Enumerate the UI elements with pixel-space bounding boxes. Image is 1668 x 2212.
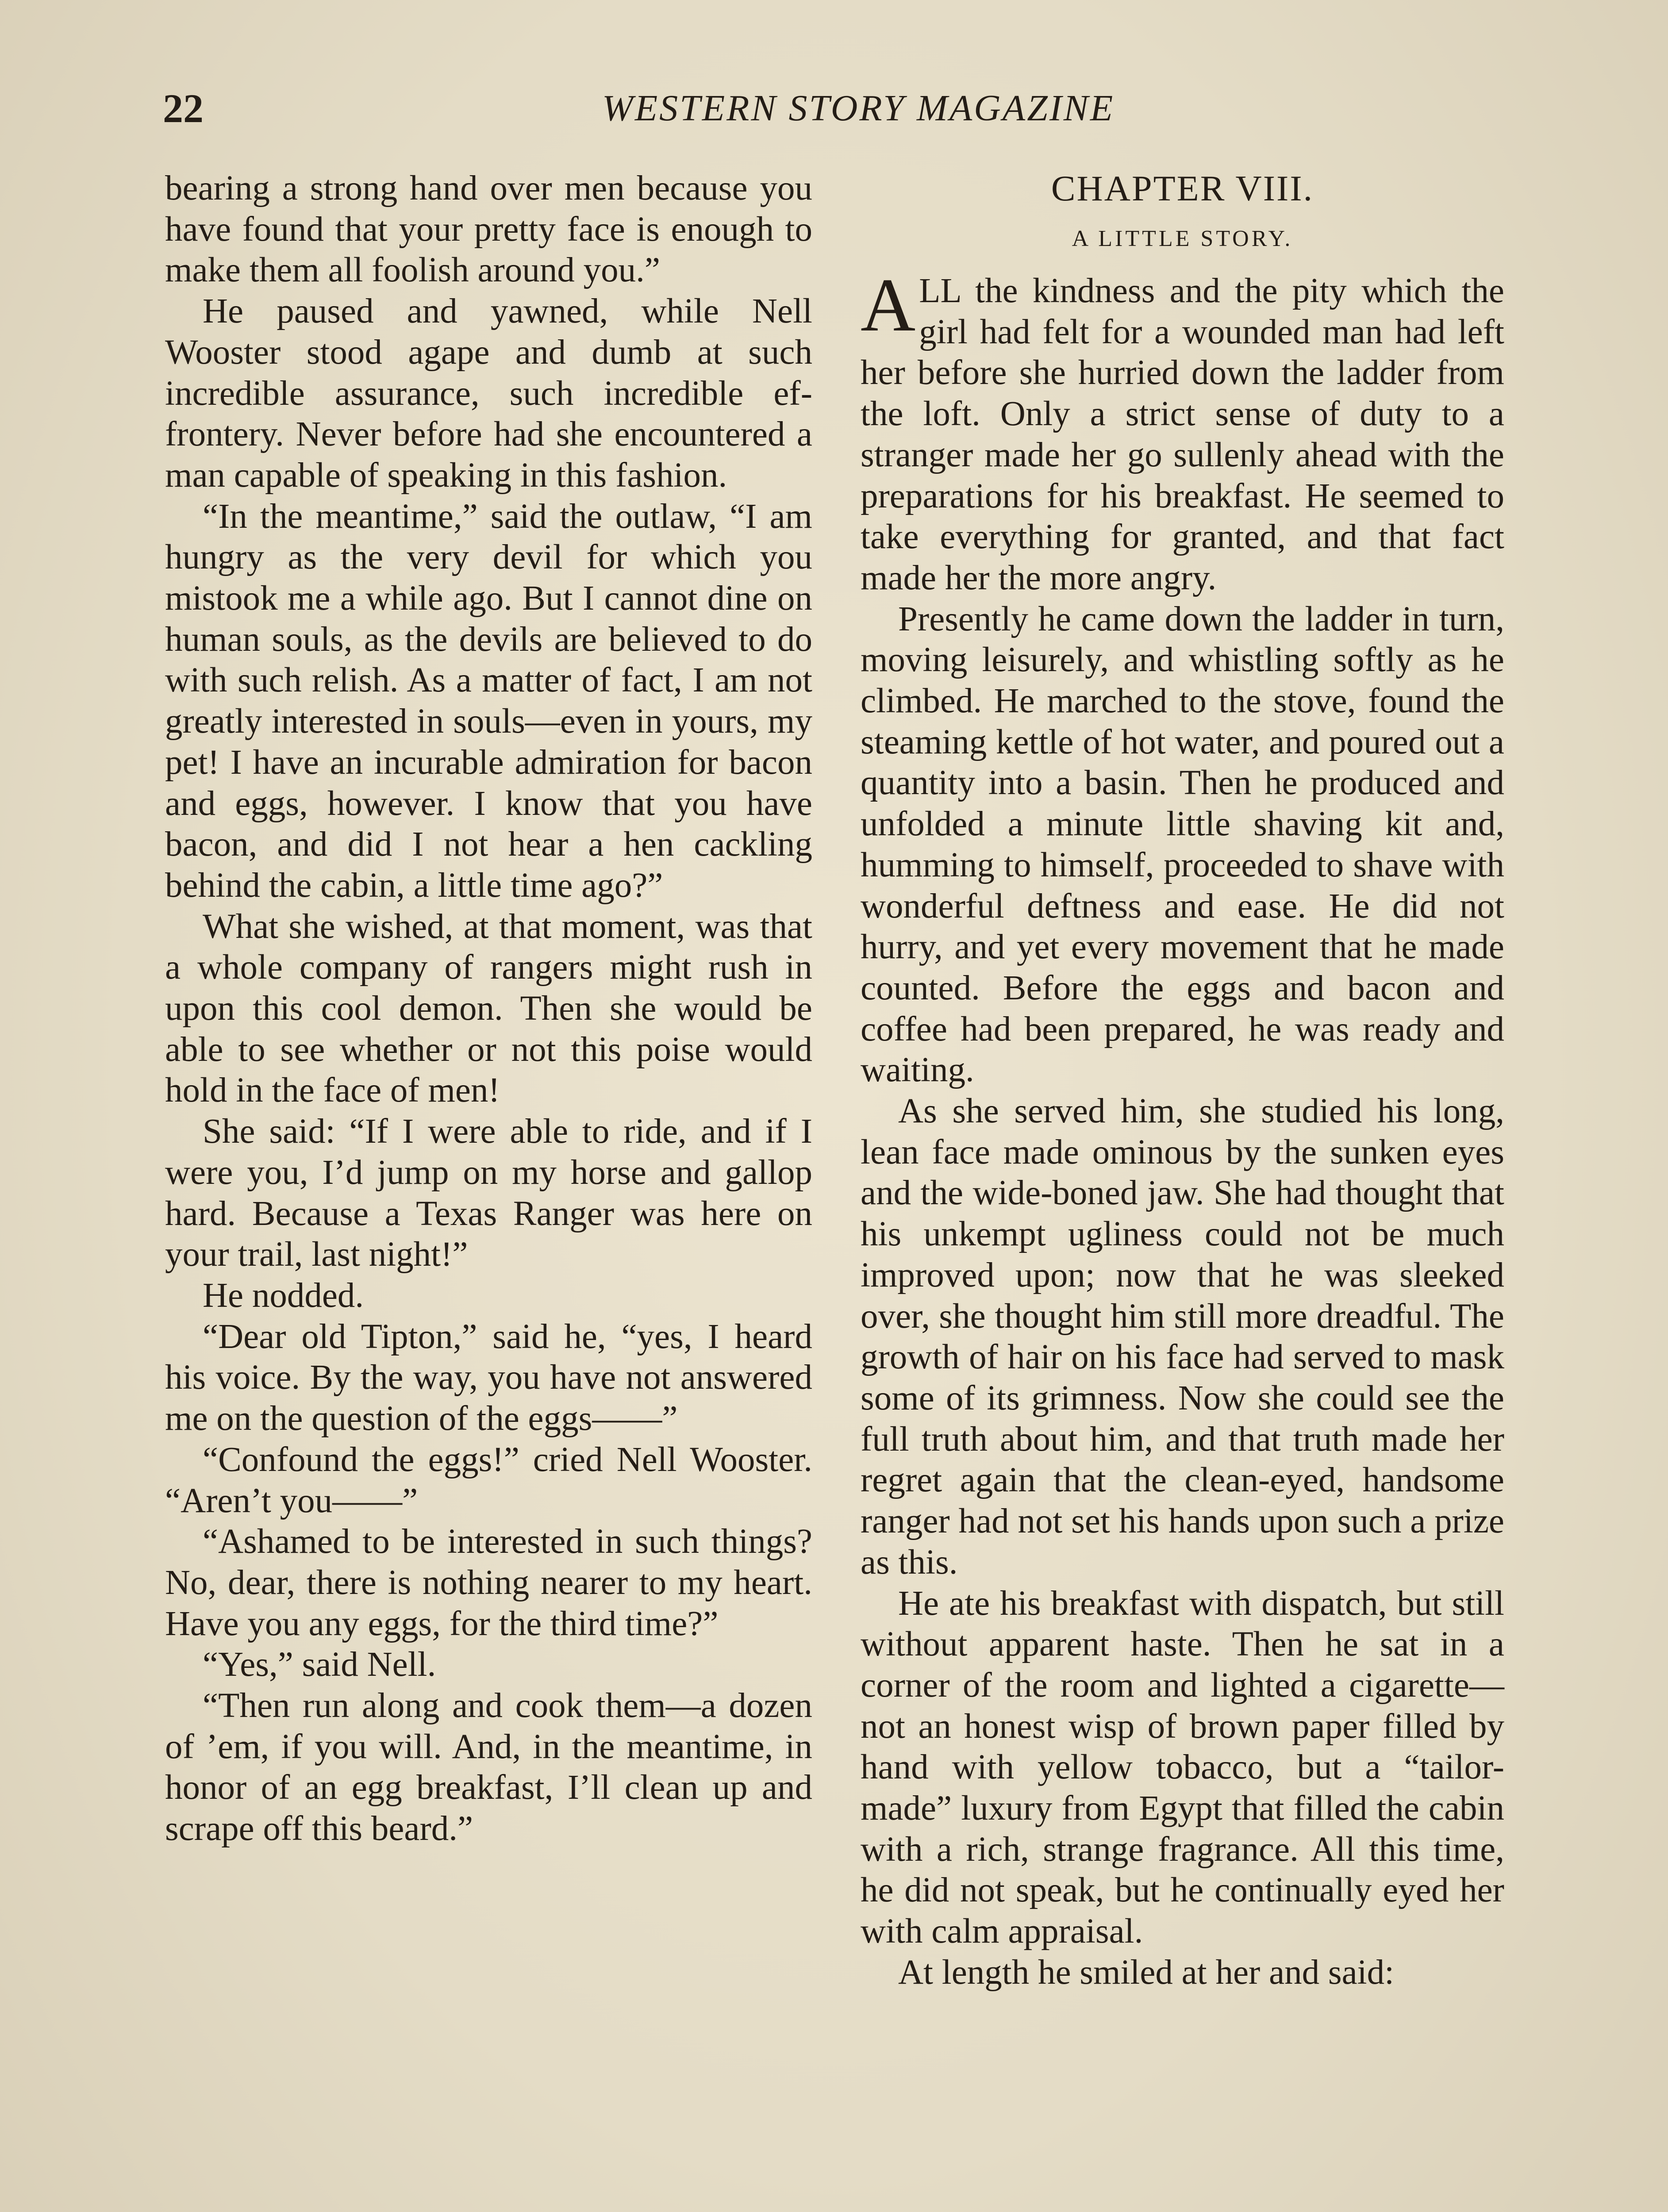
paragraph: Presently he came down the ladder in turn, moving leisurely, and whistling softly as he climbed. He marched to the stove, found the steaming kettle of hot water, and poured out a quantity into a basin. Then he produced and unfolded a minute little shaving kit and, humming to himself, proceeded to shave with wonderful deftness and ease. He did not hurry, and yet every movement that he made counted. Before the eggs and bacon and coffee had been prepared, he was ready and waiting.: [861, 599, 1504, 1090]
paragraph: As she served him, she studied his long, lean face made ominous by the sunken eyes and the wide-boned jaw. She had thought that his unkempt ugliness could not be much improved upon; now that he was sleeked over, she thought him still more dreadful. The growth of hair on his face had served to mask some of its grimness. Now she could see the full truth about him, and that truth made her regret again that the clean-eyed, handsome ranger had not set his hands upon such a prize as this.: [861, 1092, 1504, 1582]
paragraph: At length he smiled at her and said:: [898, 1953, 1395, 1992]
chapter-subtitle: A LITTLE STORY.: [1072, 226, 1293, 251]
left-column: [165, 168, 812, 1850]
opening-paragraph-text: LL the kindness and the pity which the girl had felt for a wounded man had left her before she hurried down the ladder from the loft. Only a strict sense of duty to a stranger made her go sullenly ahead with the preparations for his breakfast. He seemed to take everything for granted, and that fact made her the more angry.: [861, 272, 1504, 597]
page-number: 22: [163, 86, 204, 131]
paragraph: “Confound the eggs!” cried Nell Wooster. “Aren’t you——”: [165, 1440, 812, 1520]
page-header: [0, 84, 1668, 133]
paragraph: “Dear old Tipton,” said he, “yes, I heard his voice. By the way, you have not answered me on the question of the eggs——”: [165, 1317, 812, 1438]
paragraph: bearing a strong hand over men because you have found that your pretty face is enough to make them all foolish around you.”: [165, 169, 812, 290]
running-title: WESTERN STORY MAGAZINE: [602, 88, 1115, 129]
paragraph: She said: “If I were able to ride, and if I were you, I’d jump on my horse and gallop hard. Because a Texas Ranger was here on your trail, last night!”: [165, 1112, 812, 1274]
paragraph: “Then run along and cook them—a dozen of ’em, if you will. And, in the meantime, in honor of an egg breakfast, I’ll clean up and scrape off this beard.”: [165, 1686, 812, 1848]
chapter-opening-paragraph: [861, 263, 1504, 599]
drop-cap: A: [861, 263, 916, 347]
paragraph: He nodded.: [203, 1276, 364, 1315]
paragraph: He paused and yawned, while Nell Wooster stood agape and dumb at such incredible assurance, such incredible effrontery. Never before had she encountered a man capable of speaking in this fashion.: [165, 292, 812, 495]
paragraph: He ate his breakfast with dispatch, but still without apparent haste. Then he sat in a corner of the room and lighted a cigarette—not an honest wisp of brown paper filled by hand with yellow tobacco, but a “tailor-made” luxury from Egypt that filled the cabin with a rich, strange fragrance. All this time, he did not speak, but he continually eyed her with calm appraisal.: [861, 1584, 1504, 1951]
paragraph: What she wished, at that moment, was that a whole company of rangers might rush in upon this cool demon. Then she would be able to see whether or not this poise would hold in the face of men!: [165, 907, 812, 1110]
right-column: [861, 168, 1504, 1993]
paragraph: “In the meantime,” said the outlaw, “I am hungry as the very devil for which you mistook me a while ago. But I cannot dine on human souls, as the devils are believed to do with such relish. As a matter of fact, I am not greatly interested in souls—even in yours, my pet! I have an incurable admiration for bacon and eggs, however. I know that you have bacon, and did I not hear a hen cackling behind the cabin, a little time ago?”: [165, 497, 812, 905]
chapter-title: CHAPTER VIII.: [1051, 168, 1314, 208]
paragraph: “Ashamed to be interested in such things? No, dear, there is nothing nearer to my heart. Have you any eggs, for the third time?”: [165, 1522, 812, 1643]
paragraph: “Yes,” said Nell.: [203, 1645, 436, 1684]
